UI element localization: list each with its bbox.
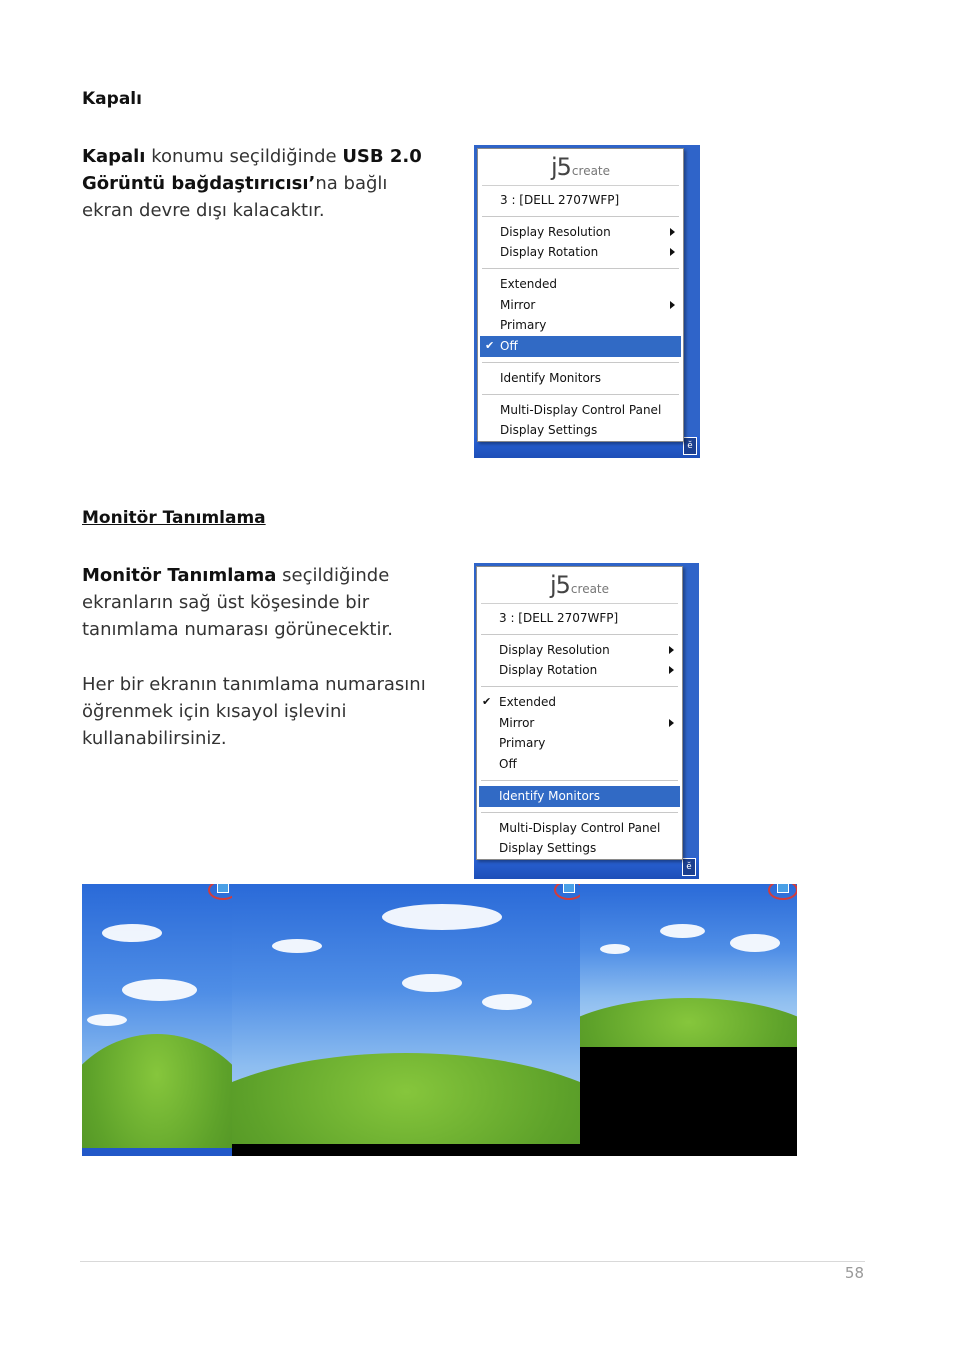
menu-separator <box>481 634 678 635</box>
menu-item-display-rotation[interactable] <box>477 660 682 681</box>
submenu-arrow-icon <box>669 719 674 727</box>
menu-item-identify-monitors[interactable]: Identify Monitors <box>500 370 601 385</box>
menu-separator <box>482 362 679 363</box>
context-menu <box>476 566 683 860</box>
menu-item-display-resolution[interactable] <box>477 640 682 661</box>
cloud <box>730 934 780 952</box>
menu-item-off[interactable] <box>480 336 681 357</box>
footer-divider <box>80 1261 865 1262</box>
heading-monitor-tanimlama: Monitör Tanımlama <box>82 508 266 528</box>
menu-item-control-panel[interactable]: Multi-Display Control Panel <box>500 402 662 417</box>
monitor-screen-3 <box>580 884 797 1047</box>
menu-item-primary[interactable]: Primary <box>500 318 547 333</box>
submenu-arrow-icon <box>669 646 674 654</box>
cloud <box>122 979 197 1001</box>
taskbar <box>474 857 699 879</box>
menu-separator <box>482 394 679 395</box>
tray-icon[interactable]: ĕ <box>682 858 696 876</box>
menu-item-extended[interactable] <box>477 692 682 713</box>
menu-item-label: Mirror <box>500 297 536 312</box>
menu-item-display-settings[interactable]: Display Settings <box>500 423 598 438</box>
screenshot-menu-off <box>474 145 700 458</box>
menu-item-label: Display Resolution <box>499 642 610 657</box>
menu-item-label: Display Resolution <box>500 224 611 239</box>
menu-item-display-resolution[interactable] <box>478 222 683 243</box>
logo-main: j5 <box>550 153 571 181</box>
paragraph-shortcut: Her bir ekranın tanımlama numarasını öğrenmek için kısayol işlevini kullanabilirsiniz. <box>82 674 426 749</box>
menu-item-primary[interactable]: Primary <box>499 736 546 751</box>
menu-item-mirror[interactable] <box>478 295 683 316</box>
context-menu <box>477 148 684 442</box>
paragraph-monitor-tanimlama <box>82 562 442 643</box>
monitor-id-marker <box>768 884 797 900</box>
taskbar <box>82 1148 232 1156</box>
para-text: seçildiğinde ekranların sağ üst köşesinde bir tanımlama numarası görünecektir. <box>82 565 393 640</box>
cloud <box>87 1014 127 1026</box>
cloud <box>482 994 532 1010</box>
monitor-screen-1 <box>82 884 232 1156</box>
para-bold: Kapalı <box>82 146 146 167</box>
wallpaper-hill <box>580 998 797 1047</box>
menu-item-mirror[interactable] <box>477 713 682 734</box>
menu-separator <box>482 268 679 269</box>
para-bold: USB 2.0 Görüntü bağdaştırıcısı’ <box>82 146 422 194</box>
monitor-id-icon <box>217 884 229 893</box>
menu-item-device[interactable]: 3 : [DELL 2707WFP] <box>499 611 619 625</box>
para-text: na bağlı ekran devre dışı kalacaktır. <box>82 173 388 221</box>
cloud <box>102 924 162 942</box>
menu-item-display-rotation[interactable] <box>478 242 683 263</box>
wallpaper-hill <box>82 1034 232 1156</box>
cloud <box>402 974 462 992</box>
cloud <box>382 904 502 930</box>
monitor-id-icon <box>563 884 575 893</box>
multi-monitor-desktop <box>82 884 797 1156</box>
submenu-arrow-icon <box>669 666 674 674</box>
menu-separator <box>481 812 678 813</box>
checkmark-icon: ✔ <box>485 339 495 353</box>
menu-item-display-settings[interactable]: Display Settings <box>499 841 597 856</box>
wallpaper-hill <box>232 1053 580 1144</box>
cloud <box>600 944 630 954</box>
menu-separator <box>481 686 678 687</box>
monitor-screen-2 <box>232 884 580 1144</box>
tray-icon[interactable]: ĕ <box>683 437 697 455</box>
submenu-arrow-icon <box>670 301 675 309</box>
submenu-arrow-icon <box>670 248 675 256</box>
submenu-arrow-icon <box>670 228 675 236</box>
checkmark-icon: ✔ <box>482 695 492 709</box>
j5create-logo <box>482 149 679 186</box>
logo-main: j5 <box>549 571 570 599</box>
menu-separator <box>482 216 679 217</box>
menu-separator <box>481 780 678 781</box>
heading-kapali: Kapalı <box>82 89 142 109</box>
cloud <box>660 924 705 938</box>
menu-item-label: Display Rotation <box>499 663 598 678</box>
logo-sub: create <box>570 582 610 596</box>
para-bold: Monitör Tanımlama <box>82 565 277 586</box>
menu-item-label: Display Rotation <box>500 245 599 260</box>
page-number: 58 <box>844 1264 864 1282</box>
j5create-logo <box>481 567 678 604</box>
menu-item-label: Off <box>500 339 518 354</box>
menu-item-identify-monitors[interactable]: Identify Monitors <box>479 786 680 807</box>
menu-item-extended[interactable]: Extended <box>500 277 557 292</box>
menu-item-off[interactable]: Off <box>499 757 517 772</box>
menu-item-label: Mirror <box>499 715 535 730</box>
cloud <box>272 939 322 953</box>
para-text: konumu seçildiğinde <box>145 146 343 167</box>
menu-item-control-panel[interactable]: Multi-Display Control Panel <box>499 820 661 835</box>
logo-sub: create <box>571 164 611 178</box>
menu-item-label: Extended <box>499 695 556 710</box>
monitor-id-icon <box>777 884 789 893</box>
screenshot-menu-identify <box>474 563 699 879</box>
menu-item-device[interactable]: 3 : [DELL 2707WFP] <box>500 193 620 207</box>
paragraph-kapali <box>82 143 442 224</box>
